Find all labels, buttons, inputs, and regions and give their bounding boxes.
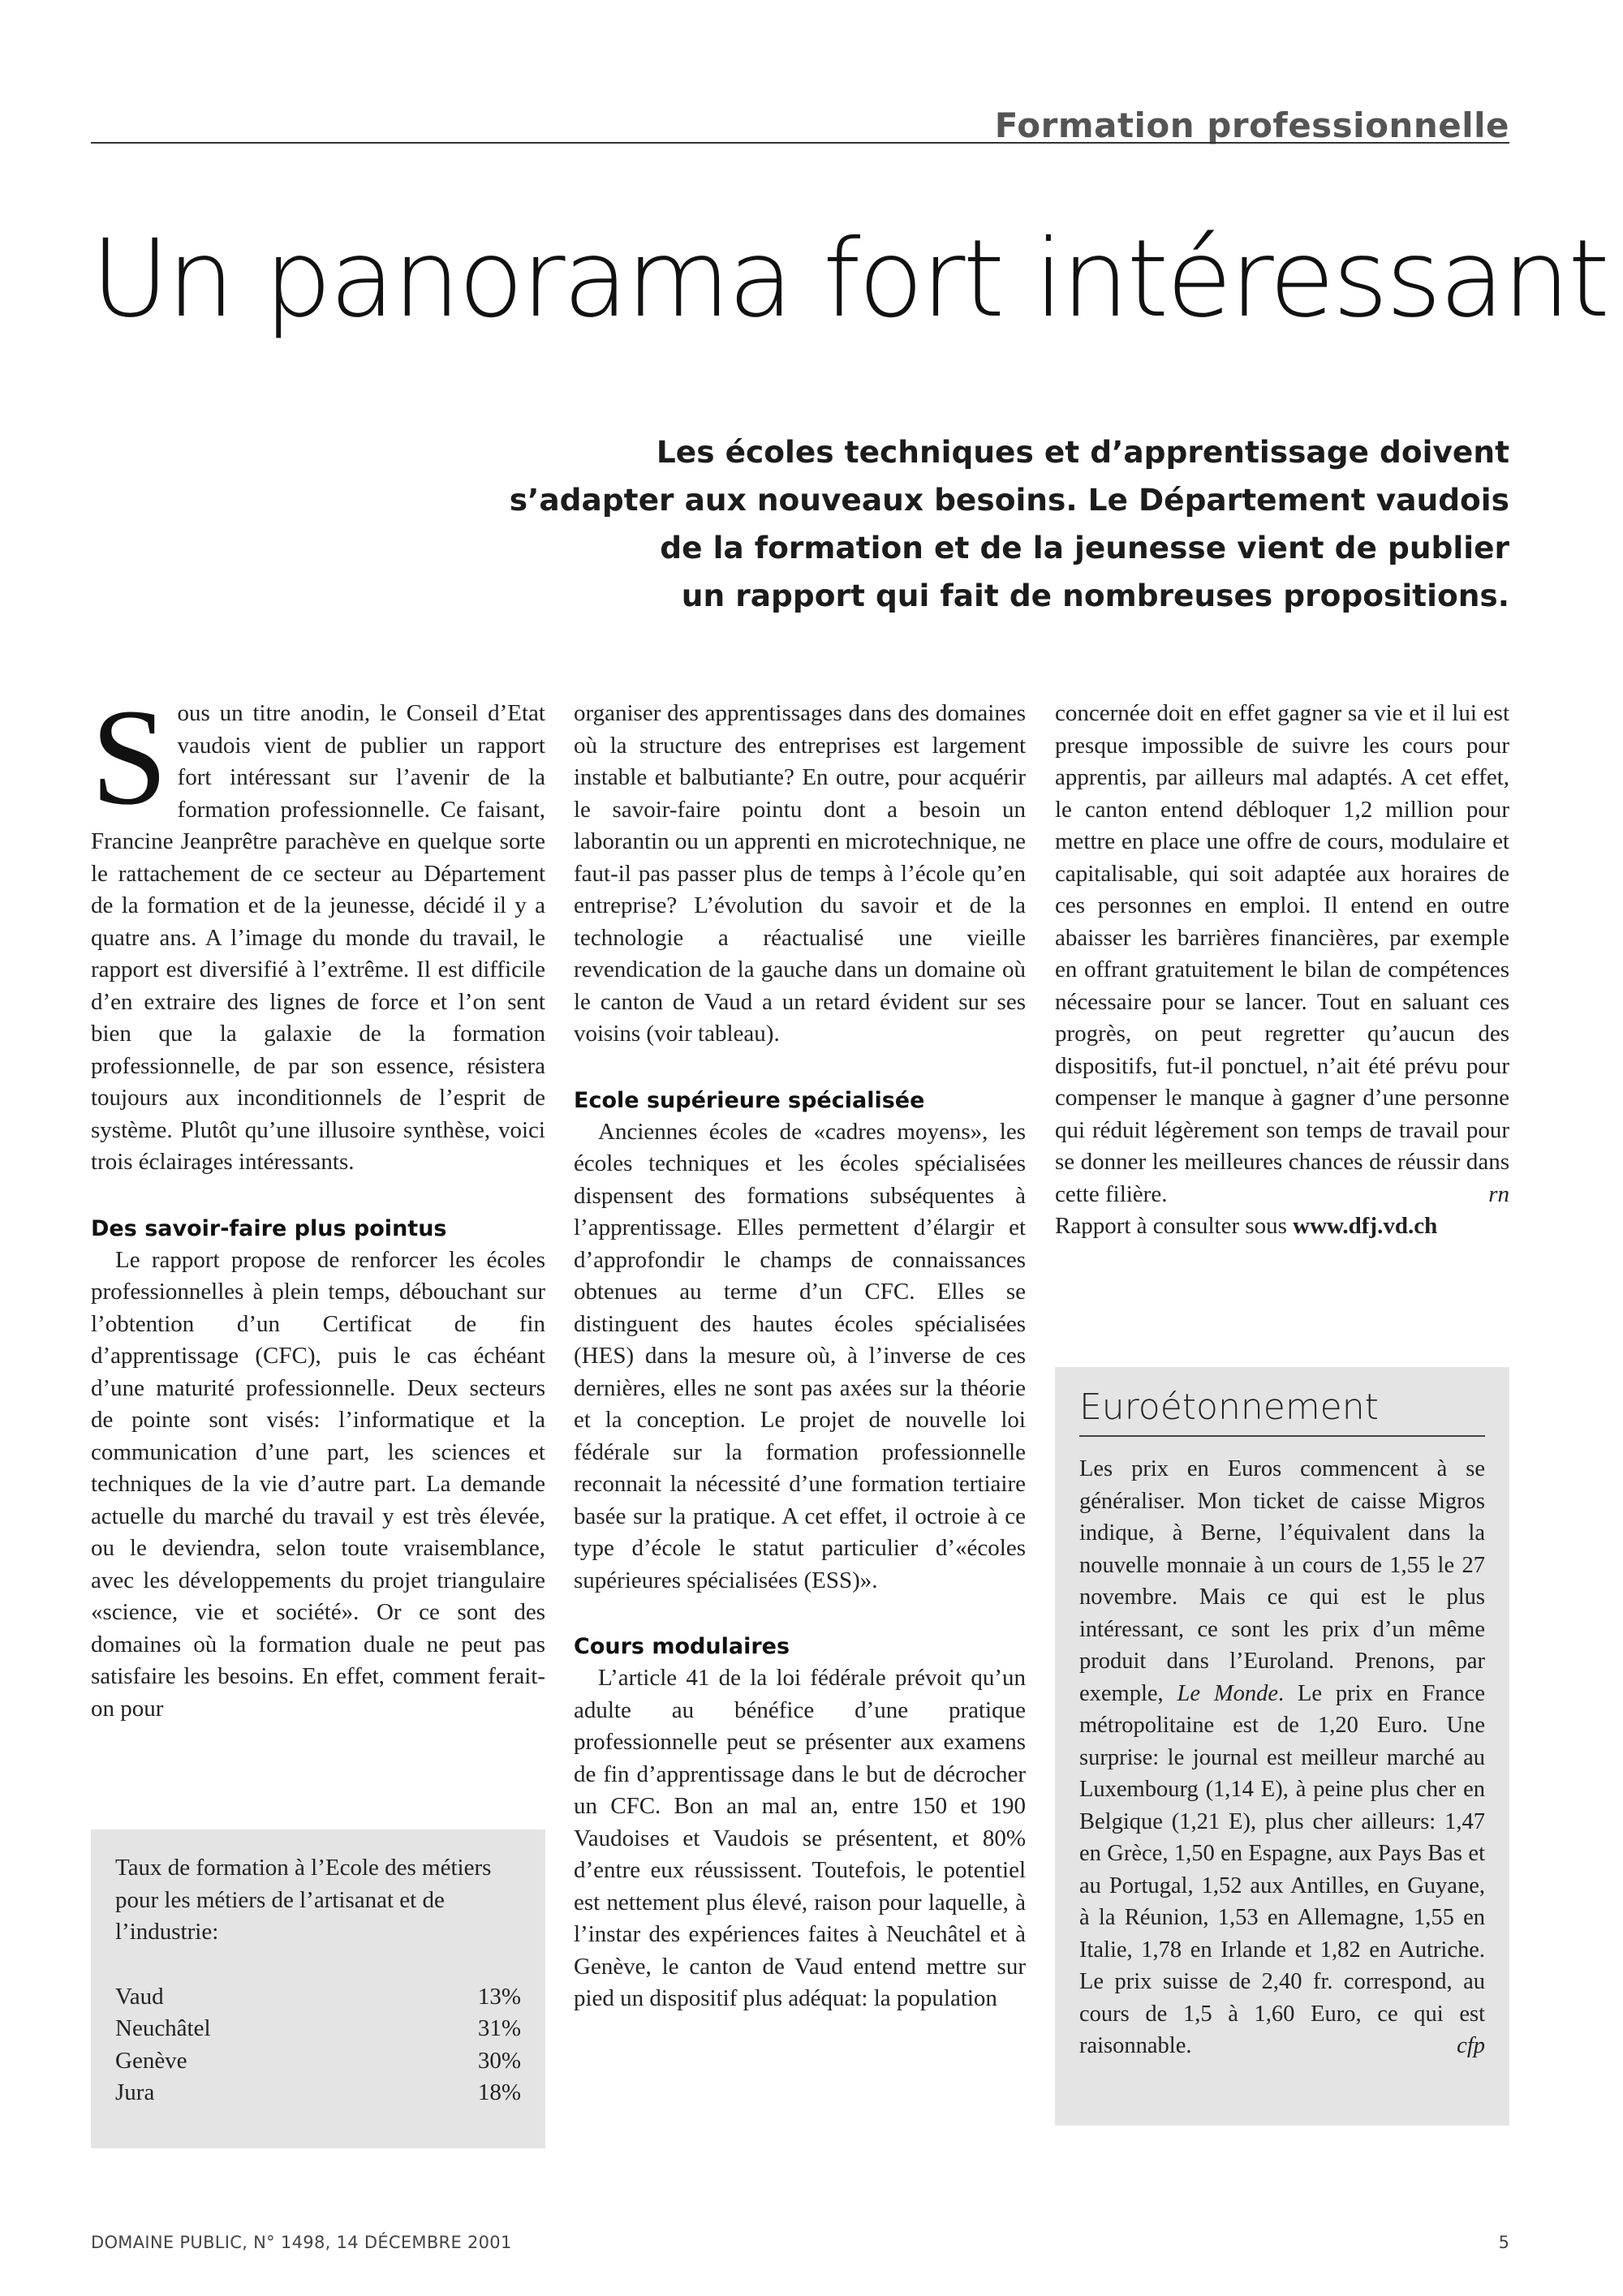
paragraph-intro-text: ous un titre anodin, le Conseil d’Etat vaudois vient de publier un rapport fort intéressant sur l’avenir de la formation professionnelle. Ce faisant, Francine Jeanprêtre parachève en quelque sorte le rattachement de ce secteur au Département de la formation et de la jeunesse, décidé il y a quatre ans. A l’image du monde du travail, le rapport est diversifié à l’extrême. Il est difficile d’en extraire des lignes de force et l’on sent bien que la galaxie de la formation professionnelle, de par son essence, résistera toujours aux inconditionnels de l’esprit de système. Plutôt qu’une illusoire synthèse, voici trois éclairages intéressants.: [91, 700, 545, 1175]
paragraph-text: concernée doit en effet gagner sa vie et il lui est presque impossible de suivre les cours pour apprentis, par ailleurs mal adaptés. A cet effet, le canton entend débloquer 1,2 million pour mettre en place une offre de cours, modulaire et capitalisable, qui soit adaptée aux horaires de ces personnes en emploi. Il entend en outre abaisser les barrières financières, par exemple en offrant gratuitement le bilan de compétences nécessaire pour se lancer. Tout en saluant ces progrès, on peut regretter qu’aucun des dispositifs, fut-il ponctuel, n’ait été prévu pour compenser le manque à gagner d’une personne qui réduit légèrement son temps de travail pour se donner les meilleures chances de réussir dans cette filière.: [1055, 700, 1509, 1207]
table-caption: Taux de formation à l’Ecole des métiers pour les métiers de l’artisanat et de l’industrie:: [115, 1855, 492, 1945]
table-rate: 30%: [477, 2047, 521, 2074]
reference-url: www.dfj.vd.ch: [1293, 1213, 1438, 1239]
sidebar-text: Les prix en Euros commencent à se généraliser. Mon ticket de caisse Migros indique, à Berne, l’équivalent dans la nouvelle monnaie à un cours de 1,55 le 27 novembre. Mais ce qui est le plus intéressant, ce sont les prix d’un même produit dans l’Euroland. Prenons, par exemple,: [1079, 1456, 1485, 1706]
paragraph: L’article 41 de la loi fédérale prévoit qu’un adulte au bénéfice d’une pratique professionnelle peut se présenter aux examens de fin d’apprentissage dans le but de décrocher un CFC. Bon an mal an, entre 150 et 190 Vaudoises et Vaudois se présentent, et 80% d’entre eux réussissent. Toutefois, le potentiel est nettement plus élevé, raison pour laquelle, à l’instar des expériences faites à Neuchâtel et à Genève, le canton de Vaud entend mettre sur pied un dispositif plus adéquat: la population: [574, 1665, 1026, 2011]
subhead-savoir-faire: Des savoir-faire plus pointus: [91, 1215, 447, 1241]
table-row: [115, 2077, 521, 2109]
footer-publication: DOMAINE PUBLIC, N° 1498, 14 DÉCEMBRE 2001: [91, 2233, 512, 2252]
paragraph: [1055, 698, 1509, 1210]
table-canton: Neuchâtel: [115, 2015, 211, 2041]
rates-table-box: [91, 1829, 545, 2148]
column-2: [574, 698, 1026, 2015]
section-label: Formation professionnelle: [994, 105, 1509, 145]
table-canton: Genève: [115, 2047, 187, 2074]
subhead-cours-modulaires: Cours modulaires: [574, 1634, 790, 1659]
sidebar-euroetonnement: [1055, 1367, 1509, 2126]
paragraph: Anciennes écoles de «cadres moyens», les écoles techniques et les écoles spécialisées dispensent des formations subséquentes à l’apprentissage. Elles permettent d’élargir et d’approfondir le champs de connaissances obtenues au terme d’un CFC. Elles se distinguent des hautes écoles spécialisées (HES) dans la mesure où, à l’inverse de ces dernières, elles ne sont pas axées sur la théorie et la conception. Le projet de nouvelle loi fédérale sur la formation professionnelle reconnait la nécessité d’une formation tertiaire basée sur la pratique. A cet effet, il octroie à ce type d’école le statut particulier d’«écoles supérieures spécialisées (ESS)».: [574, 1118, 1026, 1593]
header-rule: [91, 142, 1509, 144]
subhead-ecole-superieure: Ecole supérieure spécialisée: [574, 1087, 925, 1113]
paragraph-intro: [91, 681, 545, 1179]
table-rate: 31%: [477, 2015, 521, 2041]
report-reference: [1055, 1210, 1509, 1243]
table-rows: [115, 1981, 521, 2109]
sidebar-signature: cfp: [1457, 2033, 1485, 2058]
lead-line: de la formation et de la jeunesse vient de publier: [660, 530, 1509, 565]
table-row: [115, 1981, 521, 2014]
page-number: 5: [1498, 2233, 1509, 2252]
lead-line: un rapport qui fait de nombreuses propositions.: [681, 578, 1509, 613]
lead-line: s’adapter aux nouveaux besoins. Le Département vaudois: [509, 482, 1509, 518]
article-lead: [357, 428, 1509, 620]
table-canton: Jura: [115, 2079, 155, 2105]
drop-cap: S: [91, 681, 168, 833]
lead-line: Les écoles techniques et d’apprentissage doivent: [656, 434, 1509, 470]
newspaper-name: Le Monde: [1177, 1680, 1279, 1706]
table-canton: Vaud: [115, 1983, 164, 2010]
reference-text: Rapport à consulter sous: [1055, 1213, 1294, 1239]
sidebar-title: Euroétonnement: [1079, 1385, 1485, 1437]
paragraph: organiser des apprentissages dans des domaines où la structure des entreprises est largement instable et balbutiante? En outre, pour acquérir le savoir-faire pointu dont a besoin un laborantin ou un apprenti en microtechnique, ne faut-il pas passer plus de temps à l’école qu’en entreprise? L’évolution du savoir et de la technologie a réactualisé une vieille revendication de la gauche dans un domaine où le canton de Vaud a un retard évident sur ses voisins (voir tableau).: [574, 700, 1026, 1047]
table-row: [115, 2045, 521, 2078]
table-rate: 18%: [477, 2079, 521, 2105]
article-title: Un panorama fort intéressant: [91, 217, 1608, 342]
paragraph: Le rapport propose de renforcer les écoles professionnelles à plein temps, débouchant sur l’obtention d’un Certificat de fin d’apprentissage (CFC), puis le cas échéant d’une maturité professionnelle. Deux secteurs de pointe sont visés: l’informatique et la communication d’une part, les sciences et techniques de la vie d’autre part. La demande actuelle du marché du travail y est très élevée, ou le deviendra, selon toute vraisemblance, avec les développements du projet triangulaire «science, vie et société». Or ce sont des domaines où la formation duale ne peut pas satisfaire les besoins. En effet, comment ferait-on pour: [91, 1246, 545, 1722]
author-signature: rn: [1488, 1180, 1509, 1207]
column-1: [91, 681, 545, 1725]
table-rate: 13%: [477, 1983, 521, 2010]
sidebar-body: [1079, 1453, 1485, 2062]
table-row: [115, 2013, 521, 2045]
sidebar-text: . Le prix en France métropolitaine est de 1,20 Euro. Une surprise: le journal est meilleur marché au Luxembourg (1,14 E), à peine plus cher en Belgique (1,21 E), plus cher ailleurs: 1,47 en Grèce, 1,50 en Espagne, aux Pays Bas et au Portugal, 1,52 aux Antilles, en Guyane, à la Réunion, 1,53 en Allemagne, 1,55 en Italie, 1,78 en Irlande et 1,82 en Autriche. Le prix suisse de 2,40 fr. correspond, au cours de 1,5 à 1,60 Euro, ce qui est raisonnable.: [1079, 1680, 1485, 2058]
column-3: [1055, 698, 1509, 1243]
